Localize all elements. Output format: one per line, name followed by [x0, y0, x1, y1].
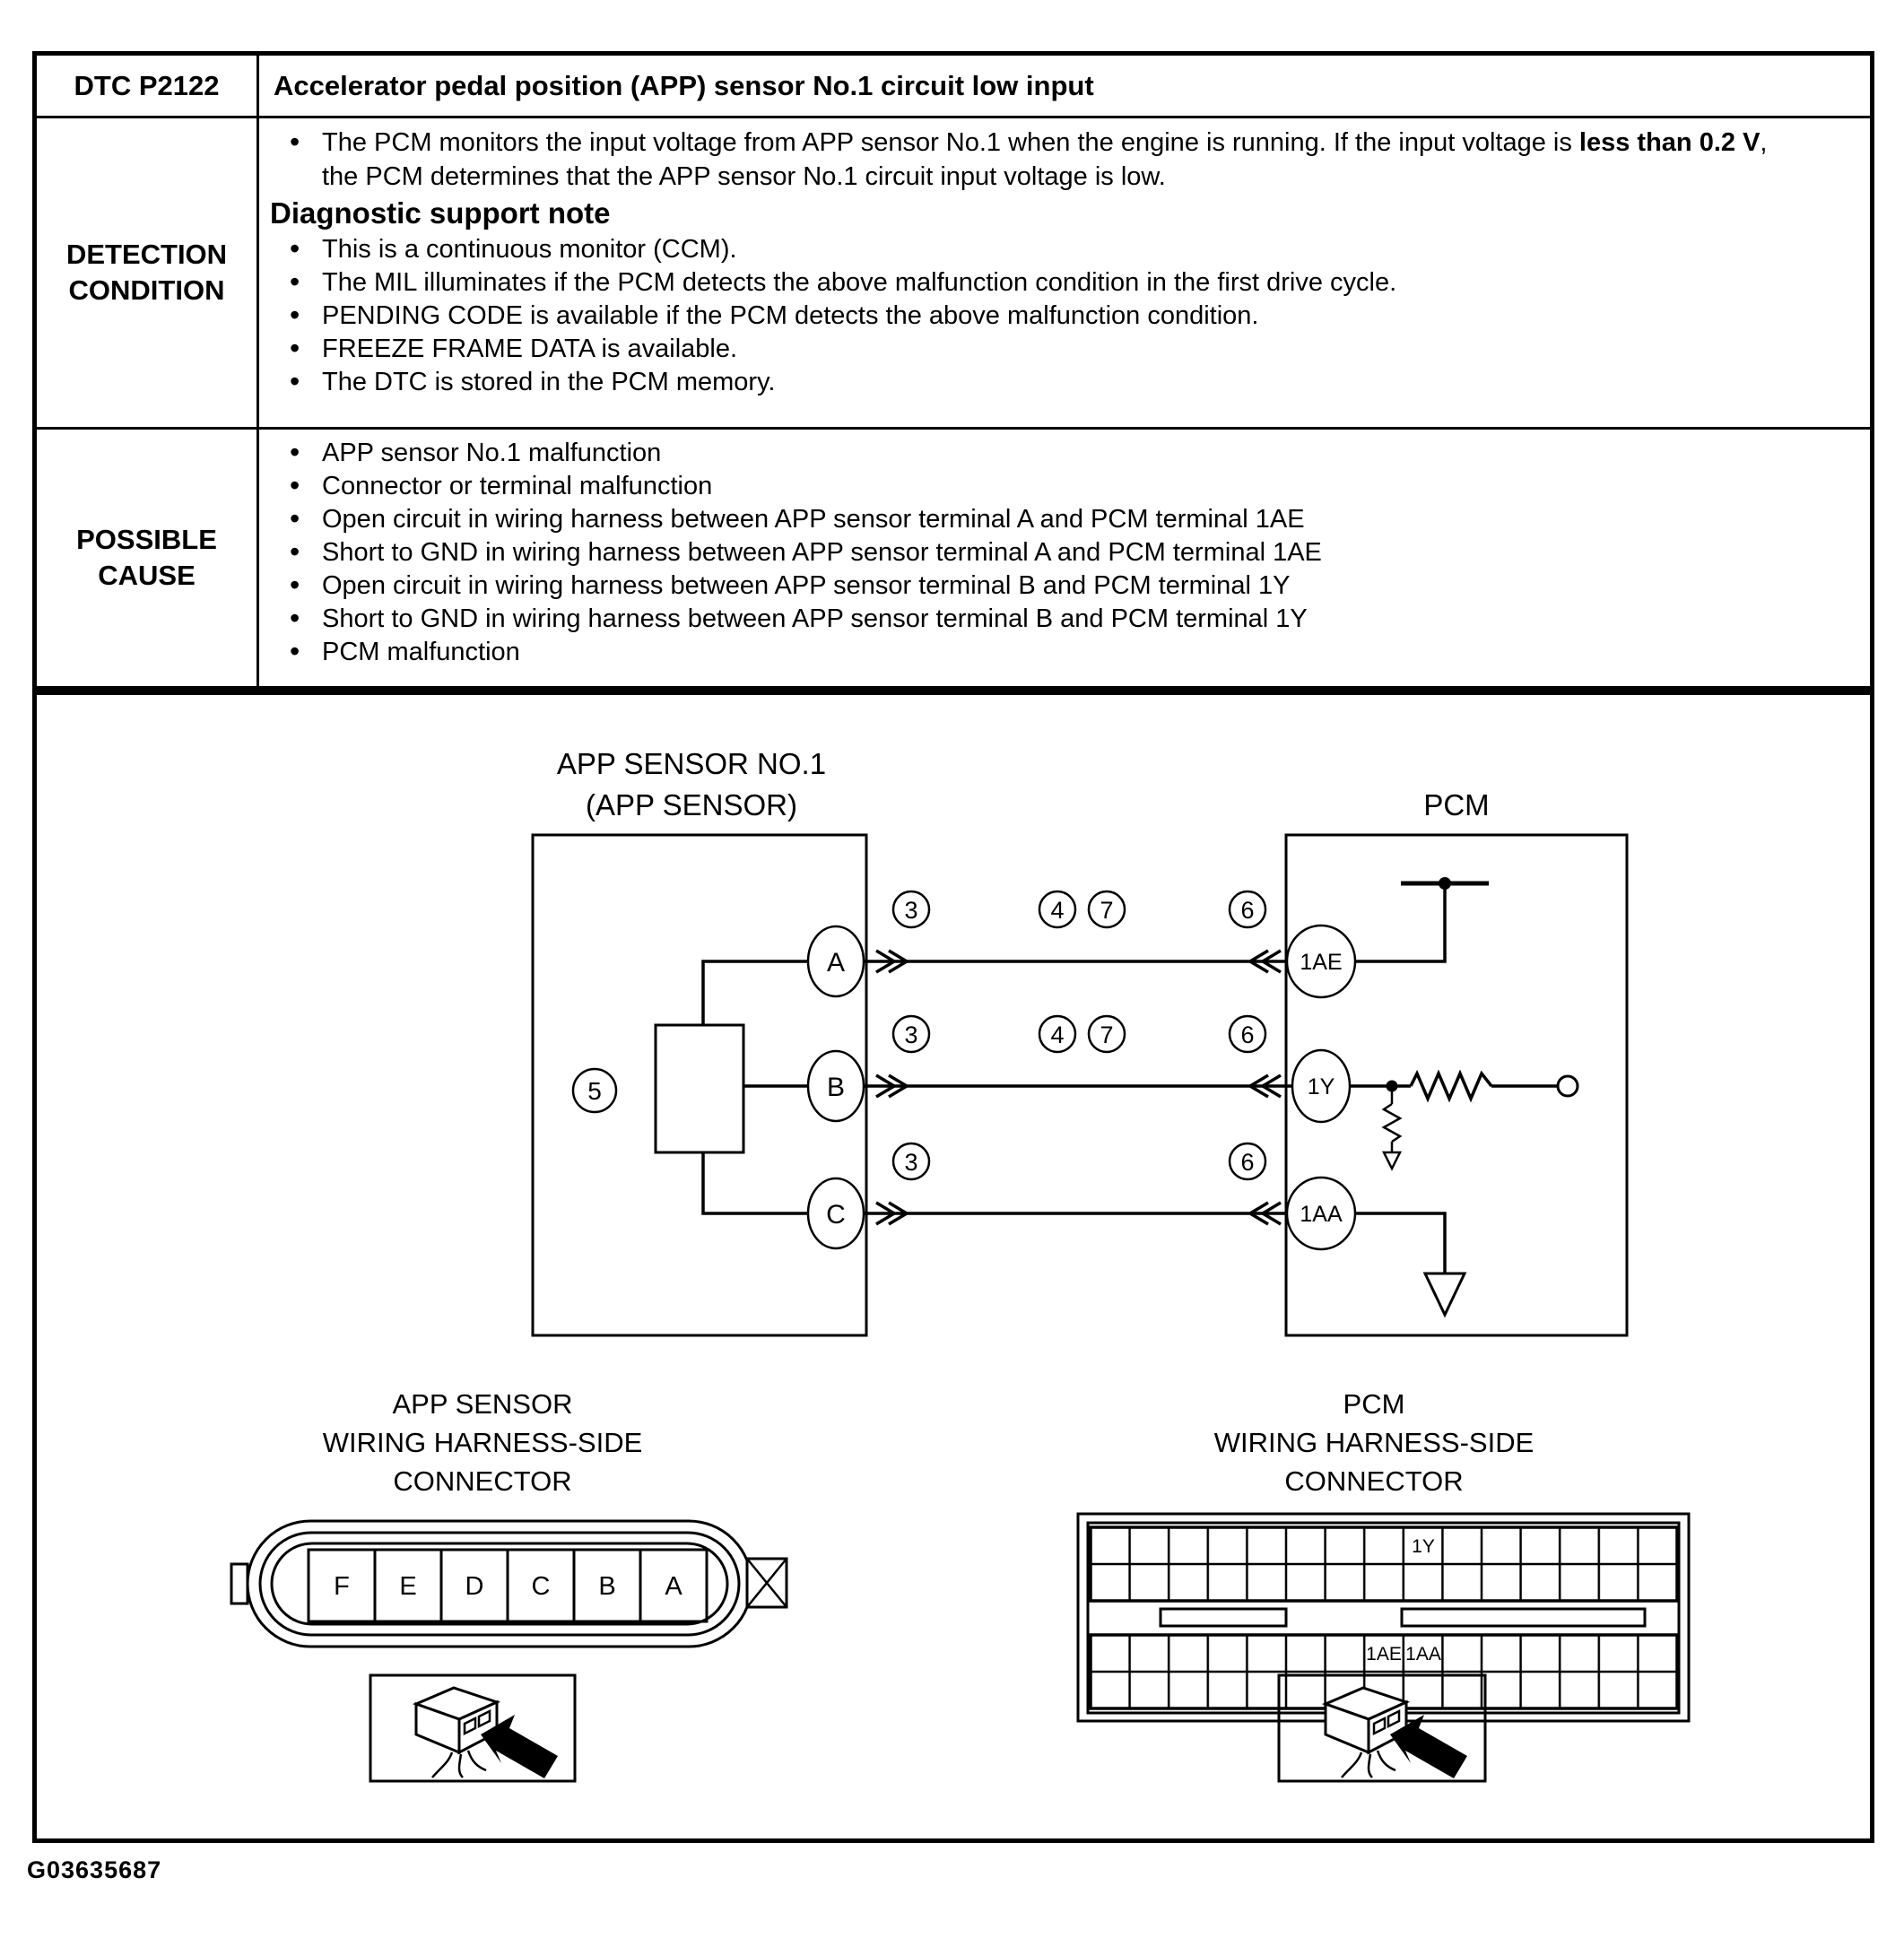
app-connector-label-line3: CONNECTOR [393, 1465, 572, 1497]
cause-item: • Short to GND in wiring harness between APP sensor terminal B and PCM terminal 1Y [270, 603, 1854, 636]
wiring-diagram [32, 691, 1874, 1843]
figure-id: G03635687 [27, 1856, 162, 1883]
terminal-1y-label: 1Y [1307, 1074, 1335, 1100]
detection-note: • FREEZE FRAME DATA is available. [270, 333, 1854, 366]
pin-b: B [598, 1572, 616, 1601]
detection-condition-content [259, 118, 1870, 430]
svg-text:4: 4 [1050, 1021, 1065, 1048]
cause-item: • Short to GND in wiring harness between APP sensor terminal A and PCM terminal 1AE [270, 536, 1854, 569]
terminal-a-label: A [826, 948, 846, 978]
app-sensor-title-line1: APP SENSOR NO.1 [556, 747, 827, 780]
pin-d: D [465, 1572, 484, 1601]
svg-text:6: 6 [1240, 897, 1255, 924]
cause-item: • Connector or terminal malfunction [270, 470, 1854, 503]
svg-text:7: 7 [1100, 1021, 1114, 1048]
detection-note: • The MIL illuminates if the PCM detects the above malfunction condition in the first drive cycle. [270, 266, 1854, 300]
intro-post: , the PCM determines that the APP sensor No.1 circuit input voltage is low. [322, 128, 1768, 191]
svg-text:7: 7 [1100, 897, 1114, 924]
keyway-x-icon [747, 1559, 787, 1607]
circled-refs-row-c [893, 1143, 1265, 1179]
pcm-pin-1ae: 1AE [1366, 1644, 1402, 1665]
svg-text:4: 4 [1050, 897, 1065, 924]
svg-text:6: 6 [1240, 1149, 1255, 1176]
detection-note: • The DTC is stored in the PCM memory. [270, 366, 1854, 399]
pcm-connector-label-line3: CONNECTOR [1284, 1465, 1464, 1497]
cause-item: • APP sensor No.1 malfunction [270, 437, 1854, 470]
dtc-code: DTC P2122 [37, 56, 259, 118]
pin-f: F [334, 1572, 350, 1601]
svg-text:6: 6 [1240, 1021, 1255, 1048]
intro-pre: The PCM monitors the input voltage from APP sensor No.1 when the engine is running. If the input voltage is [322, 128, 1579, 157]
pin-a: A [665, 1572, 682, 1601]
pcm-internal-1y-resistors [1350, 1073, 1578, 1169]
app-connector-label-line1: APP SENSOR [392, 1388, 573, 1420]
app-connector-drawing [231, 1521, 787, 1647]
ground-arrow-small-icon [1384, 1152, 1400, 1169]
sensor-element-box [656, 1025, 743, 1152]
app-sensor-box [533, 835, 866, 1335]
app-connector-label-line2: WIRING HARNESS-SIDE [322, 1427, 643, 1458]
pcm-pin-1aa: 1AA [1405, 1644, 1441, 1665]
intro-bold: less than 0.2 V [1578, 128, 1761, 157]
terminal-1aa-label: 1AA [1300, 1202, 1343, 1227]
cause-item: • Open circuit in wiring harness between APP sensor terminal B and PCM terminal 1Y [270, 569, 1854, 603]
pcm-connector-drawing [1078, 1514, 1689, 1721]
dtc-table [32, 51, 1874, 691]
pcm-pin-1y: 1Y [1412, 1536, 1435, 1557]
pcm-internal-1ae-power [1355, 877, 1489, 961]
pcm-connector-label-line2: WIRING HARNESS-SIDE [1213, 1427, 1535, 1458]
pin-c: C [531, 1572, 551, 1601]
circled-ref-5-label: 5 [587, 1077, 602, 1105]
dtc-description: Accelerator pedal position (APP) sensor No.1 circuit low input [259, 56, 1870, 118]
pcm-title: PCM [1423, 788, 1490, 821]
svg-text:3: 3 [904, 897, 918, 924]
circled-refs-row-a [893, 891, 1265, 927]
detection-note: • PENDING CODE is available if the PCM detects the above malfunction condition. [270, 300, 1854, 333]
pcm-internal-1aa-ground [1355, 1213, 1465, 1315]
possible-cause-content [259, 430, 1870, 686]
svg-text:3: 3 [904, 1021, 918, 1048]
sensor-wire-a [703, 961, 808, 1025]
detection-intro-list [270, 126, 1854, 194]
detection-condition-label: DETECTION CONDITION [37, 118, 259, 430]
possible-cause-label: POSSIBLE CAUSE [37, 430, 259, 686]
possible-cause-list [270, 437, 1854, 669]
sensor-wire-c [703, 1152, 808, 1213]
app-sensor-title-line2: (APP SENSOR) [586, 788, 797, 821]
output-node-icon [1558, 1076, 1578, 1096]
pcm-connector-label-line1: PCM [1343, 1388, 1405, 1420]
detection-notes-list [270, 233, 1854, 399]
diagnostic-support-note-heading: Diagnostic support note [270, 196, 611, 230]
cause-item: • Open circuit in wiring harness between APP sensor terminal A and PCM terminal 1AE [270, 503, 1854, 536]
terminal-c-label: C [826, 1200, 846, 1230]
pin-e: E [399, 1572, 417, 1601]
circled-refs-row-b [893, 1016, 1265, 1052]
detection-note: • This is a continuous monitor (CCM). [270, 233, 1854, 266]
cause-item: • PCM malfunction [270, 636, 1854, 669]
terminal-b-label: B [826, 1073, 846, 1102]
terminal-1ae-label: 1AE [1300, 950, 1343, 975]
ground-arrow-icon [1425, 1273, 1465, 1315]
svg-text:3: 3 [904, 1149, 918, 1176]
app-connector-inspection-icon [370, 1675, 575, 1781]
detection-bullet-intro [270, 126, 1793, 194]
